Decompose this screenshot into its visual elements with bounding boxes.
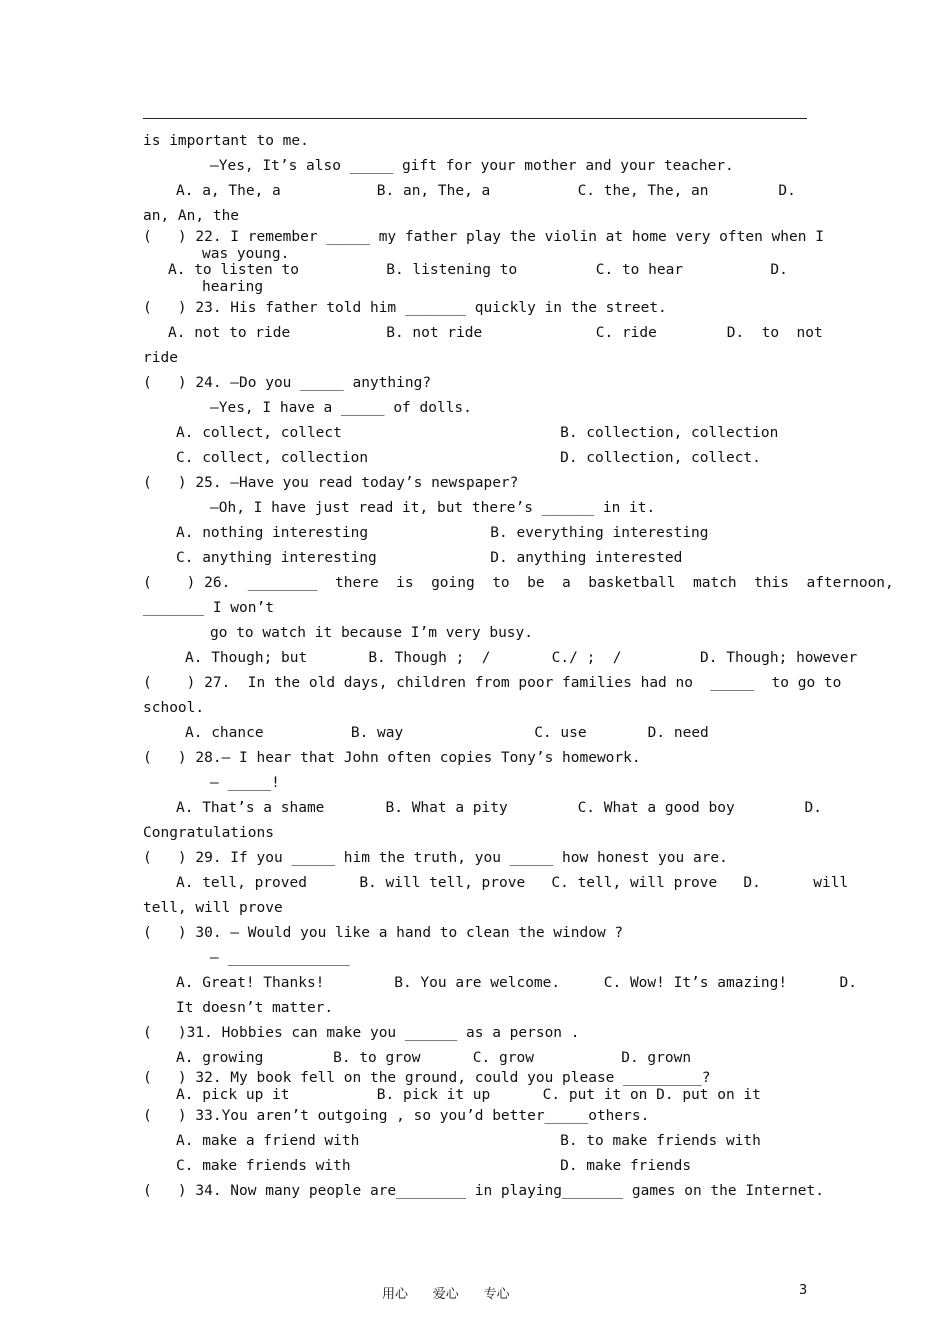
- question-30: ( ) 30. — Would you like a hand to clean the window ?: [143, 925, 624, 941]
- question-22: ( ) 22. I remember _____ my father play the violin at home very often when I: [143, 229, 824, 245]
- answer-options: A. pick up it B. pick it up C. put it on D. put on it: [176, 1087, 761, 1103]
- answer-options: A. to listen to B. listening to C. to hear D.: [168, 262, 788, 278]
- answer-options: C. collect, collection D. collection, collect.: [176, 450, 761, 466]
- answer-options: C. anything interesting D. anything interested: [176, 550, 683, 566]
- text-line: tell, will prove: [143, 900, 283, 916]
- question-28: ( ) 28.— I hear that John often copies Tony’s homework.: [143, 750, 641, 766]
- question-31: ( )31. Hobbies can make you ______ as a person .: [143, 1025, 580, 1041]
- text-line: school.: [143, 700, 205, 716]
- answer-options: A. nothing interesting B. everything interesting: [176, 525, 709, 541]
- question-25: ( ) 25. —Have you read today’s newspaper?: [143, 475, 519, 491]
- question-29: ( ) 29. If you _____ him the truth, you _____ how honest you are.: [143, 850, 728, 866]
- answer-options: A. chance B. way C. use D. need: [185, 725, 709, 741]
- footer-motto: 用心 爱心 专心: [382, 1287, 510, 1302]
- answer-options: A. That’s a shame B. What a pity C. What a good boy D.: [176, 800, 823, 816]
- answer-options: A. make a friend with B. to make friends with: [176, 1133, 761, 1149]
- question-33: ( ) 33.You aren’t outgoing , so you’d better_____others.: [143, 1108, 650, 1124]
- text-line: was young.: [202, 246, 290, 262]
- text-line: ride: [143, 350, 178, 366]
- question-27: ( ) 27. In the old days, children from poor families had no _____ to go to: [143, 675, 842, 691]
- text-line: —Yes, I have a _____ of dolls.: [210, 400, 472, 416]
- answer-options: A. tell, proved B. will tell, prove C. tell, will prove D. will: [176, 875, 849, 891]
- text-line: —Yes, It’s also _____ gift for your mother and your teacher.: [210, 158, 734, 174]
- answer-options: C. make friends with D. make friends: [176, 1158, 692, 1174]
- answer-options: A. a, The, a B. an, The, a C. the, The, an D.: [176, 183, 796, 199]
- answer-options: A. not to ride B. not ride C. ride D. to not: [168, 325, 823, 341]
- text-line: an, An, the: [143, 208, 240, 224]
- text-line: is important to me.: [143, 133, 309, 149]
- question-23: ( ) 23. His father told him _______ quickly in the street.: [143, 300, 667, 316]
- answer-options: A. collect, collect B. collection, collection: [176, 425, 779, 441]
- text-line: go to watch it because I’m very busy.: [210, 625, 534, 641]
- text-line: — _____!: [210, 775, 280, 791]
- answer-options: A. Though; but B. Though ; / C./ ; / D. Though; however: [185, 650, 858, 666]
- answer-options: A. Great! Thanks! B. You are welcome. C. Wow! It’s amazing! D.: [176, 975, 857, 991]
- question-24: ( ) 24. —Do you _____ anything?: [143, 375, 432, 391]
- question-34: ( ) 34. Now many people are________ in playing_______ games on the Internet.: [143, 1183, 824, 1199]
- text-line: It doesn’t matter.: [176, 1000, 334, 1016]
- text-line: — ______________: [210, 950, 350, 966]
- question-26: ( ) 26. ________ there is going to be a basketball match this afternoon,: [143, 575, 894, 591]
- text-line: _______ I won’t: [143, 600, 274, 616]
- text-line: —Oh, I have just read it, but there’s ______ in it.: [210, 500, 656, 516]
- answer-options: A. growing B. to grow C. grow D. grown: [176, 1050, 692, 1066]
- question-32: ( ) 32. My book fell on the ground, could you please _________?: [143, 1070, 711, 1086]
- page-number: 3: [799, 1283, 808, 1298]
- text-line: Congratulations: [143, 825, 274, 841]
- header-rule: [143, 118, 807, 119]
- text-line: hearing: [202, 279, 264, 295]
